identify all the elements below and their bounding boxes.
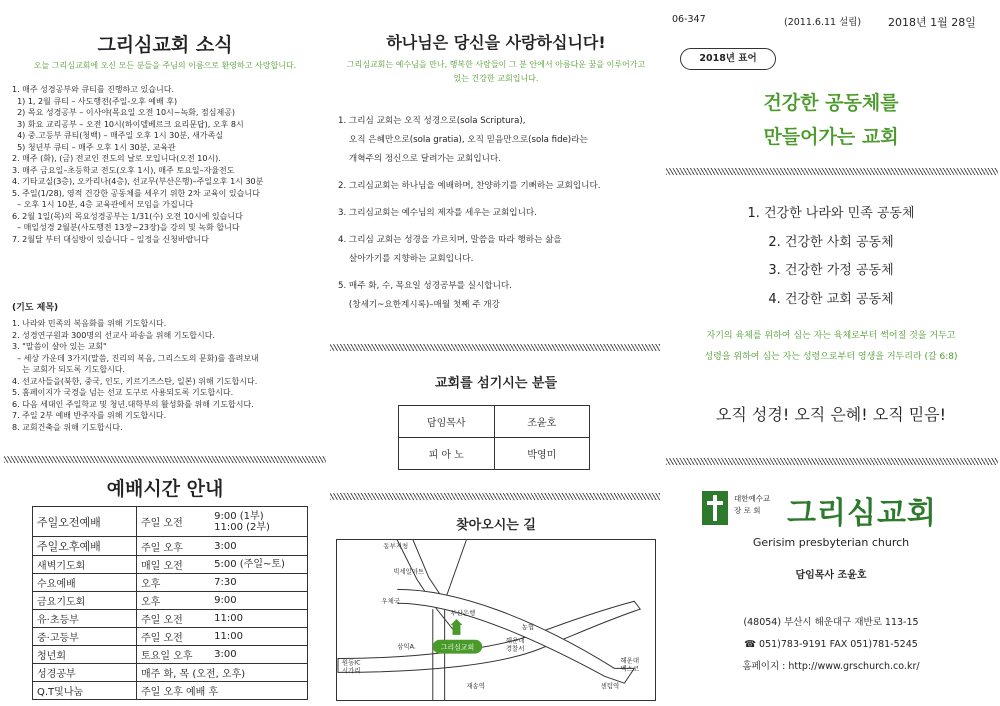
divider xyxy=(4,456,326,463)
table-row xyxy=(33,556,308,574)
service-name: 유·초등부 xyxy=(33,610,137,628)
love-title: 하나님은 당신을 사랑하십니다! xyxy=(386,33,606,52)
sola-slogan: 오직 성경! 오직 은혜! 오직 믿음! xyxy=(715,405,947,424)
service-day: 주일 오전 xyxy=(137,610,211,628)
table-row xyxy=(33,610,308,628)
list-item: 4. 그리심 교회는 성경을 가르치며, 말씀을 따라 행하는 삶을 xyxy=(338,235,562,245)
list-item: 1. 매주 성경공부와 큐티를 진행하고 있습니다. xyxy=(12,85,174,94)
cross-icon xyxy=(702,491,728,525)
servants-title: 교회를 섬기시는 분들 xyxy=(434,376,558,391)
map-label-wondong: 원동IC xyxy=(341,658,361,667)
table-row xyxy=(33,628,308,646)
list-item: 3. "말씀이 살아 있는 교회" xyxy=(12,342,107,351)
list-item: 2. 건강한 사회 공동체 xyxy=(768,234,894,250)
list-item: 1) 1, 2월 큐티 – 사도행전(주일-오후 예배 후) xyxy=(12,96,178,106)
servant-role: 담임목사 xyxy=(399,406,495,438)
list-item: 2) 목요 성경공부 – 이사야(목요일 오전 10시~녹화, 점심제공) xyxy=(12,108,236,117)
list-item: 8. 교회건축을 위해 기도합시다. xyxy=(12,422,123,432)
founded-date: (2011.6.11 설립) xyxy=(784,17,862,28)
worship-title: 예배시간 안내 xyxy=(106,478,224,500)
news-list xyxy=(12,84,328,245)
list-item: – 오후 1시 10분, 4층 교육관에서 모임을 가집니다 xyxy=(12,200,194,209)
table-row xyxy=(33,574,308,592)
list-item xyxy=(338,223,656,231)
bulletin-date: 2018년 1월 28일 xyxy=(888,16,976,29)
servants-table xyxy=(398,405,590,470)
service-day: 오후 xyxy=(137,574,211,592)
service-name: 주일오후예배 xyxy=(33,537,137,556)
divider xyxy=(666,168,998,175)
map-label-bexco-2: 벡스코 xyxy=(620,664,640,673)
servant-name: 박영미 xyxy=(494,438,590,470)
service-name: 중·고등부 xyxy=(33,628,137,646)
pastor-name: 담임목사 조윤호 xyxy=(795,570,867,581)
service-day: 주일 오후 xyxy=(137,537,211,556)
service-time: 9:00 (1부) 11:00 (2부) xyxy=(210,507,307,537)
year-motto xyxy=(662,86,1000,154)
list-item: 4. 기타교실(3층), 오카리나(4층), 선교무(부산은행)–주일오후 1시 30분 xyxy=(12,177,264,186)
service-day: 주일 오전 xyxy=(137,507,211,537)
love-intro: 그리심교회는 예수님을 만나, 행복한 사람들이 그 분 안에서 아름다운 꿈을 이루어가고 있는 건강한 교회입니다. xyxy=(346,60,646,83)
welcome-greeting: 오늘 그리심교회에 오신 모든 분들을 주님의 이름으로 환영하고 사랑합니다. xyxy=(33,61,297,70)
map-label-nonghyup: 농협 xyxy=(521,622,535,631)
list-item xyxy=(338,169,656,177)
list-item: 3) 화요 교리공부 – 오전 10시(하이델베르크 요리문답), 오후 8시 xyxy=(12,119,244,129)
list-item: 4. 선교사들을(북한, 중국, 인도, 키르기즈스탄, 일본) 위해 기도합시다. xyxy=(12,376,258,386)
bible-verse xyxy=(662,326,1000,368)
intro-column xyxy=(330,0,662,706)
list-item: 7. 주일 2부 예배 반주자를 위해 기도합시다. xyxy=(12,411,167,420)
service-time: 9:00 xyxy=(210,592,307,610)
divider xyxy=(330,344,660,351)
prayer-list xyxy=(12,318,328,433)
goal-list xyxy=(662,200,1000,314)
map-label-centum: 센텀역 xyxy=(600,682,620,691)
service-time: 7:30 xyxy=(210,574,307,592)
list-item: – 세상 가운데 3가지(말씀, 진리의 복음, 그리스도의 문화)를 흘려보내 xyxy=(12,353,259,363)
list-item: 2. 매주 (화), (금) 전교인 전도의 날로 모입니다(오전 10시). xyxy=(12,154,221,163)
list-item: 7. 2월달 부터 대심방이 있습니다 – 일정을 신청바랍니다 xyxy=(12,234,209,244)
service-day: 오후 xyxy=(137,592,211,610)
address: (48054) 부산시 해운대구 재반로 113-15 xyxy=(743,617,919,628)
list-item xyxy=(338,196,656,204)
map-label-haeundae-police: 해운대 xyxy=(505,636,525,645)
list-item: 오직 은혜만으로(sola gratia), 오직 믿음만으로(sola fide)라는 xyxy=(338,135,588,145)
church-name: 그리심교회 xyxy=(787,496,937,531)
directions-map xyxy=(336,539,656,701)
service-day: 매주 화, 목 (오전, 오후) xyxy=(137,664,308,682)
prayer-title: (기도 제목) xyxy=(12,303,59,313)
church-principles xyxy=(338,112,656,315)
service-time: 5:00 (주일~토) xyxy=(210,556,307,574)
contact-info xyxy=(662,612,1000,678)
map-label-church: 그리심교회 xyxy=(440,643,475,652)
service-day: 주일 오전 xyxy=(137,628,211,646)
service-name: 새벽기도회 xyxy=(33,556,137,574)
list-item: 2. 그리심교회는 하나님을 예배하며, 찬양하기를 기뻐하는 교회입니다. xyxy=(338,181,601,191)
table-row xyxy=(33,682,308,700)
motto-line-1: 건강한 공동체를 xyxy=(763,92,899,114)
list-item: 4) 중.고등부 큐티(청백) – 매주일 오후 1시 30분, 새가족실 xyxy=(12,131,224,140)
cover-column xyxy=(662,0,1000,706)
table-row xyxy=(33,537,308,556)
map-label-wondong-2: 시가리 xyxy=(341,666,361,675)
list-item: 3. 그리심교회는 예수님의 제자를 세우는 교회입니다. xyxy=(338,208,537,218)
worship-schedule-table xyxy=(32,506,308,700)
list-item: 5. 매주 화, 수, 목요일 성경공부를 실시합니다. xyxy=(338,281,512,291)
list-item: 6. 2월 1일(목)의 목요성경공부는 1/31(수) 오전 10시에 있습니다 xyxy=(12,211,243,221)
list-item: 3. 매주 금요일–초등학교 전도(오후 1시), 매주 토요일–자율전도 xyxy=(12,165,235,175)
list-item: 는 교회가 되도록 기도합시다. xyxy=(12,365,126,374)
service-time: 3:00 xyxy=(210,537,307,556)
church-english-name: Gerisim presbyterian church xyxy=(752,536,910,549)
list-item: – 매일성경 2월분(사도행전 13장~23장)을 강의 및 녹화 합니다 xyxy=(12,223,240,232)
list-item: 3. 건강한 가정 공동체 xyxy=(768,263,894,278)
denomination: 대한예수교 장 로 회 xyxy=(734,494,771,515)
service-day: 토요일 오후 xyxy=(137,646,211,664)
list-item: 1. 그리심 교회는 오직 성경으로(sola Scriptura), xyxy=(338,116,526,126)
service-day: 주일 오후 예배 후 xyxy=(137,682,308,700)
list-item: 5. 홈페이지가 국경을 넘는 선교 도구로 사용되도록 기도합시다. xyxy=(12,388,234,397)
verse-line-2: 성령을 위하여 심는 자는 성령으로부터 영생을 거두리라 (갈 6:8) xyxy=(704,352,958,362)
list-item xyxy=(338,269,656,277)
table-row xyxy=(33,664,308,682)
news-column xyxy=(0,0,330,706)
map-label-jaesong: 재송역 xyxy=(466,682,485,691)
map-label-samik: 삼익A. xyxy=(397,642,416,651)
service-name: 수요예배 xyxy=(33,574,137,592)
map-label-bixel: 빅세일마트 xyxy=(393,567,425,576)
list-item: 1. 건강한 나라와 민족 공동체 xyxy=(747,206,915,221)
homepage-link[interactable]: 홈페이지 : http://www.grschurch.co.kr/ xyxy=(742,661,920,672)
map-label-busan-bank: 부산은행 xyxy=(450,609,476,618)
table-row xyxy=(399,406,590,438)
phone: ☎ 051)783-9191 FAX 051)781-5245 xyxy=(744,639,918,650)
year-label: 2018년 표어 xyxy=(680,48,776,70)
table-row xyxy=(33,507,308,537)
servant-role: 피 아 노 xyxy=(399,438,495,470)
service-time: 3:00 xyxy=(210,646,307,664)
list-item: 4. 건강한 교회 공동체 xyxy=(768,291,894,307)
list-item: 5. 주일(1/28), 영적 건강한 공동체를 세우기 위한 2차 교육이 있습니다 xyxy=(12,188,260,198)
church-logo xyxy=(702,488,992,538)
divider xyxy=(330,493,660,500)
map-label-haeundae-police-2: 경찰서 xyxy=(505,644,525,653)
divider xyxy=(666,458,998,465)
service-name: Q.T및나눔 xyxy=(33,682,137,700)
table-row xyxy=(33,646,308,664)
church-building-icon xyxy=(451,619,463,635)
directions-title: 찾아오시는 길 xyxy=(456,518,536,533)
list-item: 1. 나라와 민족의 복음화를 위해 기도합시다. xyxy=(12,319,167,328)
bulletin-code: 06-347 xyxy=(672,14,706,25)
list-item: 5) 청년부 큐티 – 매주 오후 1시 30분, 교육관 xyxy=(12,142,176,152)
table-row xyxy=(399,438,590,470)
service-name: 금요기도회 xyxy=(33,592,137,610)
list-item: (창세기~요한계시록)–매월 첫째 주 개강 xyxy=(338,300,500,310)
list-item: 2. 성경연구원과 300명의 선교사 파송을 위해 기도합시다. xyxy=(12,330,215,340)
service-name: 청년회 xyxy=(33,646,137,664)
service-name: 주일오전예배 xyxy=(33,507,137,537)
map-label-ujeguk: 우체국 xyxy=(381,597,401,606)
servant-name: 조윤호 xyxy=(494,406,590,438)
verse-line-1: 자기의 육체를 위하여 심는 자는 육체로부터 썩어질 것을 거두고 xyxy=(706,331,956,341)
map-label-dongbu: 동부지청 xyxy=(383,541,409,550)
service-name: 성경공부 xyxy=(33,664,137,682)
service-time: 11:00 xyxy=(210,628,307,646)
map-label-bexco: 해운대 xyxy=(620,656,640,665)
list-item: 6. 다음 세대인 주일학교 및 청년.대학부의 활성화를 위해 기도합시다. xyxy=(12,399,254,409)
table-row xyxy=(33,592,308,610)
service-time: 11:00 xyxy=(210,610,307,628)
news-title: 그리심교회 소식 xyxy=(97,34,233,56)
list-item: 살아가기를 지향하는 교회입니다. xyxy=(338,254,474,264)
service-day: 매일 오전 xyxy=(137,556,211,574)
motto-line-2: 만들어가는 교회 xyxy=(763,126,899,148)
list-item: 개혁주의 정신으로 달려가는 교회입니다. xyxy=(338,154,501,164)
